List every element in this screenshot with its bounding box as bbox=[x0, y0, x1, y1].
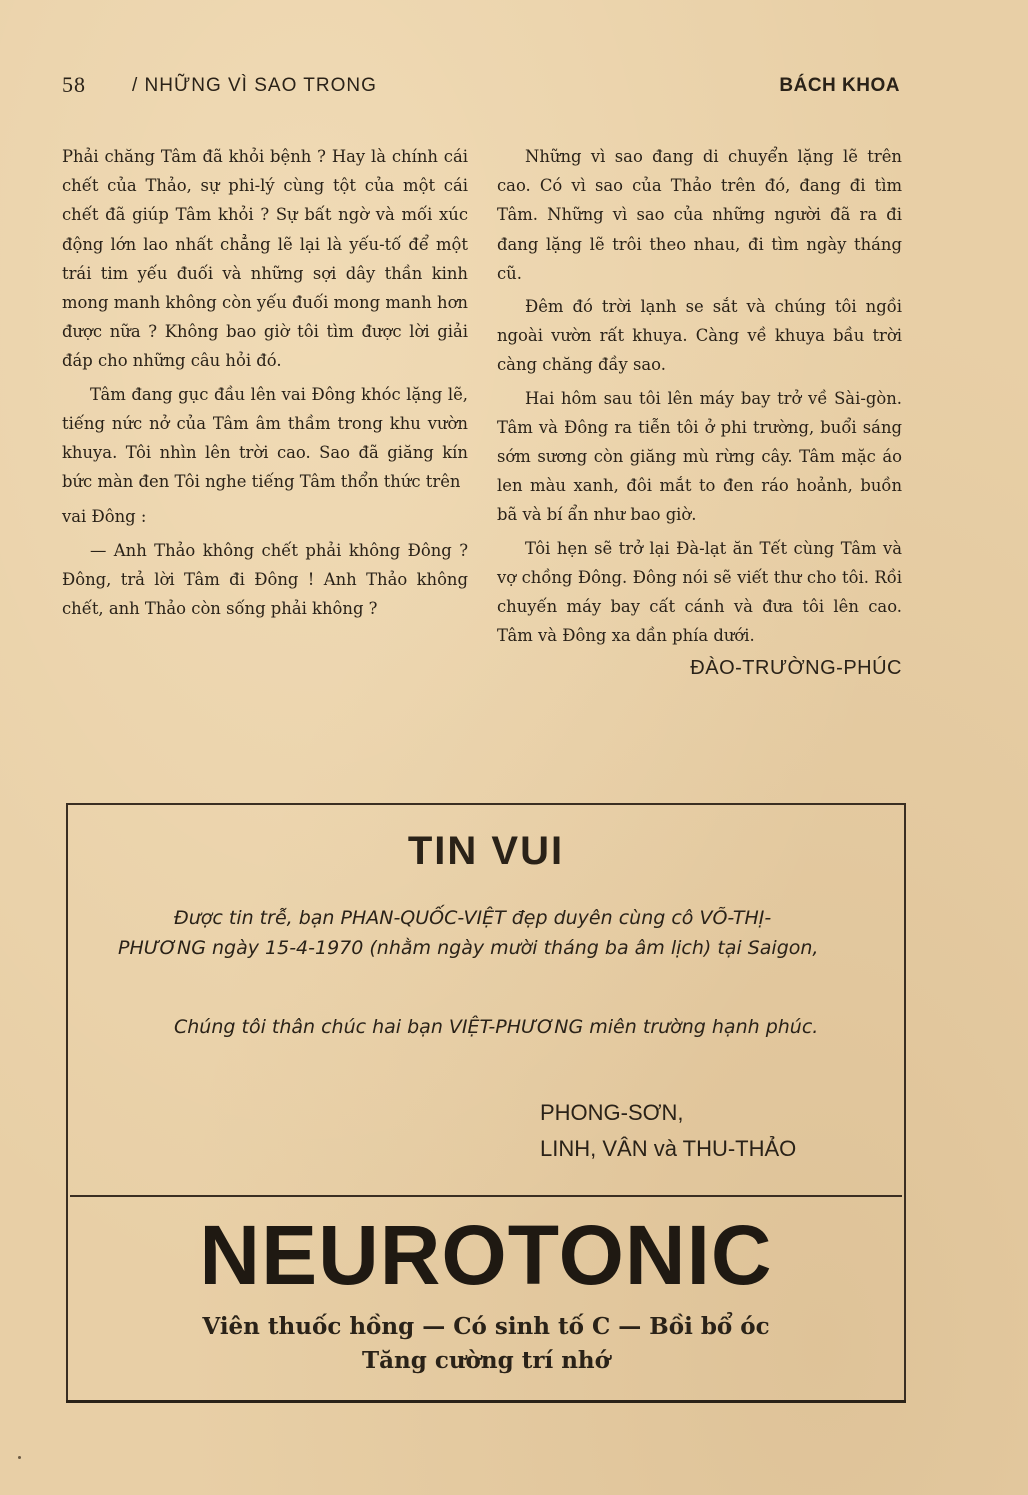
ad-brand-name: NEUROTONIC bbox=[199, 1208, 773, 1302]
page-header bbox=[62, 72, 900, 102]
announcement-paragraph: Chúng tôi thân chúc hai bạn VIỆT-PHƯƠNG miên trường hạnh phúc. bbox=[174, 1016, 819, 1038]
announcement-box bbox=[66, 803, 906, 1402]
announcement-title: TIN VUI bbox=[407, 829, 565, 873]
story-paragraph: Tâm đang gục đầu lên vai Đông khóc lặng lẽ, tiếng nức nở của Tâm âm thầm trong khu vườn khuya. Tôi nhìn lên trời cao. Sao đã giăng kín bức màn đen Tôi nghe tiếng Tâm thổn thức trên bbox=[62, 384, 468, 492]
story-paragraph: Những vì sao đang di chuyển lặng lẽ trên cao. Có vì sao của Thảo trên đó, đang đi tìm Tâm. Những vì sao của những người đã ra đi đang lặng lẽ trôi theo nhau, đi tìm ngày tháng cũ. bbox=[497, 147, 902, 283]
story-paragraph: Hai hôm sau tôi lên máy bay trở về Sài-gòn. Tâm và Đông ra tiễn tôi ở phi trường, buổi sáng sớm sương còn giăng mù rừng cây. Tâm mặc áo len màu xanh, đôi mắt to đen ráo hoảnh, buồn bã và bí ẩn như bao giờ. bbox=[497, 388, 902, 525]
signers-line: PHONG-SƠN, bbox=[540, 1100, 684, 1125]
running-title: / NHỮNG VÌ SAO TRONG bbox=[132, 75, 377, 96]
story-column-right bbox=[497, 142, 902, 684]
story-paragraph: Phải chăng Tâm đã khỏi bệnh ? Hay là chính cái chết của Thảo, sự phi-lý cùng tột của một cái chết đã giúp Tâm khỏi ? Sự bất ngờ và mối xúc động lớn lao nhất chẳng lẽ lại là yếu-tố để một trái tim yếu đuối và những sợi dây thần kinh mong manh không còn yếu đuối mong manh hơn được nữa ? Không bao giờ tôi tìm được lời giải đáp cho những câu hỏi đó. bbox=[62, 147, 468, 371]
story-column-left bbox=[62, 142, 468, 623]
story-dialogue: — Anh Thảo không chết phải không Đông ? Đông, trả lời Tâm đi Đông ! Anh Thảo không chết, anh Thảo còn sống phải không ? bbox=[62, 540, 468, 619]
box-bottom-rule bbox=[66, 1400, 906, 1403]
section-divider bbox=[70, 1195, 902, 1197]
ad-tagline: Viên thuốc hồng — Có sinh tố C — Bồi bổ óc bbox=[202, 1313, 770, 1340]
story-paragraph: vai Đông : bbox=[62, 507, 147, 527]
signers-line: LINH, VÂN và THU-THẢO bbox=[540, 1136, 797, 1161]
announcement-paragraph: Được tin trễ, bạn PHAN-QUỐC-VIỆT đẹp duyên cùng cô VÕ-THỊ-PHƯƠNG ngày 15-4-1970 (nhằm ngày mười tháng ba âm lịch) tại Saigon, bbox=[118, 907, 819, 959]
story-paragraph: Tôi hẹn sẽ trở lại Đà-lạt ăn Tết cùng Tâm và vợ chồng Đông. Đông nói sẽ viết thư cho tôi. Rồi chuyến máy bay cất cánh và đưa tôi lên cao. Tâm và Đông xa dần phía dưới. bbox=[497, 538, 902, 646]
page-number: 58 bbox=[62, 72, 86, 97]
paper-speck bbox=[18, 1456, 21, 1459]
story-paragraph: Đêm đó trời lạnh se sắt và chúng tôi ngồi ngoài vườn rất khuya. Càng về khuya bầu trời càng chăng đầy sao. bbox=[497, 297, 902, 375]
author-signature: ĐÀO-TRƯỜNG-PHÚC bbox=[690, 657, 902, 680]
announcement-signers bbox=[540, 1095, 796, 1167]
magazine-name: BÁCH KHOA bbox=[779, 75, 900, 96]
ad-tagline: Tăng cường trí nhớ bbox=[362, 1347, 610, 1374]
